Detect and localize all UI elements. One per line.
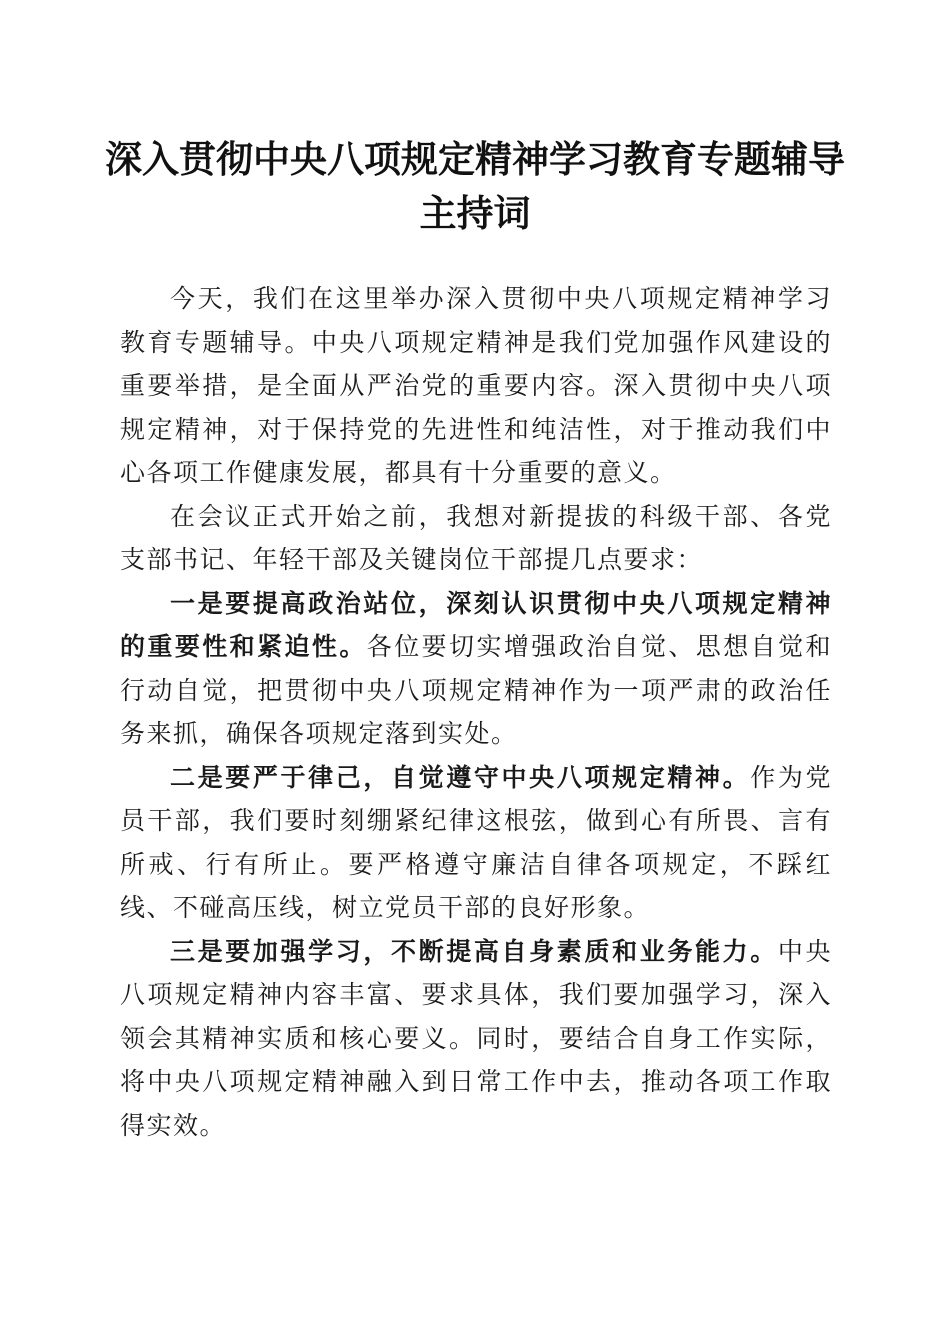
paragraph-lead: 三是要加强学习，不断提高自身素质和业务能力。 xyxy=(170,936,778,966)
paragraph-lead: 二是要严于律己，自觉遵守中央八项规定精神。 xyxy=(170,762,751,792)
paragraph-opening xyxy=(120,277,832,495)
paragraph-text: 作为党员干部，我们要时刻绷紧纪律这根弦，做到心有所畏、言有所戒、行有所止。要严格遵守廉洁自律各项规定，不踩红线、不碰高压线，树立党员干部的良好形象。 xyxy=(120,762,832,922)
paragraph-requirement-1 xyxy=(120,582,832,756)
paragraph-text: 各位要切实增强政治自觉、思想自觉和行动自觉，把贯彻中央八项规定精神作为一项严肃的政治任务来抓，确保各项规定落到实处。 xyxy=(120,632,832,748)
document-title: 深入贯彻中央八项规定精神学习教育专题辅导主持词 xyxy=(105,137,845,235)
paragraph-lead: 一是要提高政治站位，深刻认识贯彻中央八项规定精神的重要性和紧迫性。 xyxy=(120,588,832,661)
document-body xyxy=(120,277,832,1147)
paragraph-text: 中央八项规定精神内容丰富、要求具体，我们要加强学习，深入领会其精神实质和核心要义。同时，要结合自身工作实际，将中央八项规定精神融入到日常工作中去，推动各项工作取得实效。 xyxy=(120,936,832,1140)
paragraph-text: 今天，我们在这里举办深入贯彻中央八项规定精神学习教育专题辅导。中央八项规定精神是我们党加强作风建设的重要举措，是全面从严治党的重要内容。深入贯彻中央八项规定精神，对于保持党的先进性和纯洁性，对于推动我们中心各项工作健康发展，都具有十分重要的意义。 xyxy=(120,284,832,487)
paragraph-text: 在会议正式开始之前，我想对新提拔的科级干部、各党支部书记、年轻干部及关键岗位干部提几点要求： xyxy=(120,501,832,574)
paragraph-intro-requirements xyxy=(120,495,832,582)
paragraph-requirement-2 xyxy=(120,756,832,930)
paragraph-requirement-3 xyxy=(120,930,832,1148)
